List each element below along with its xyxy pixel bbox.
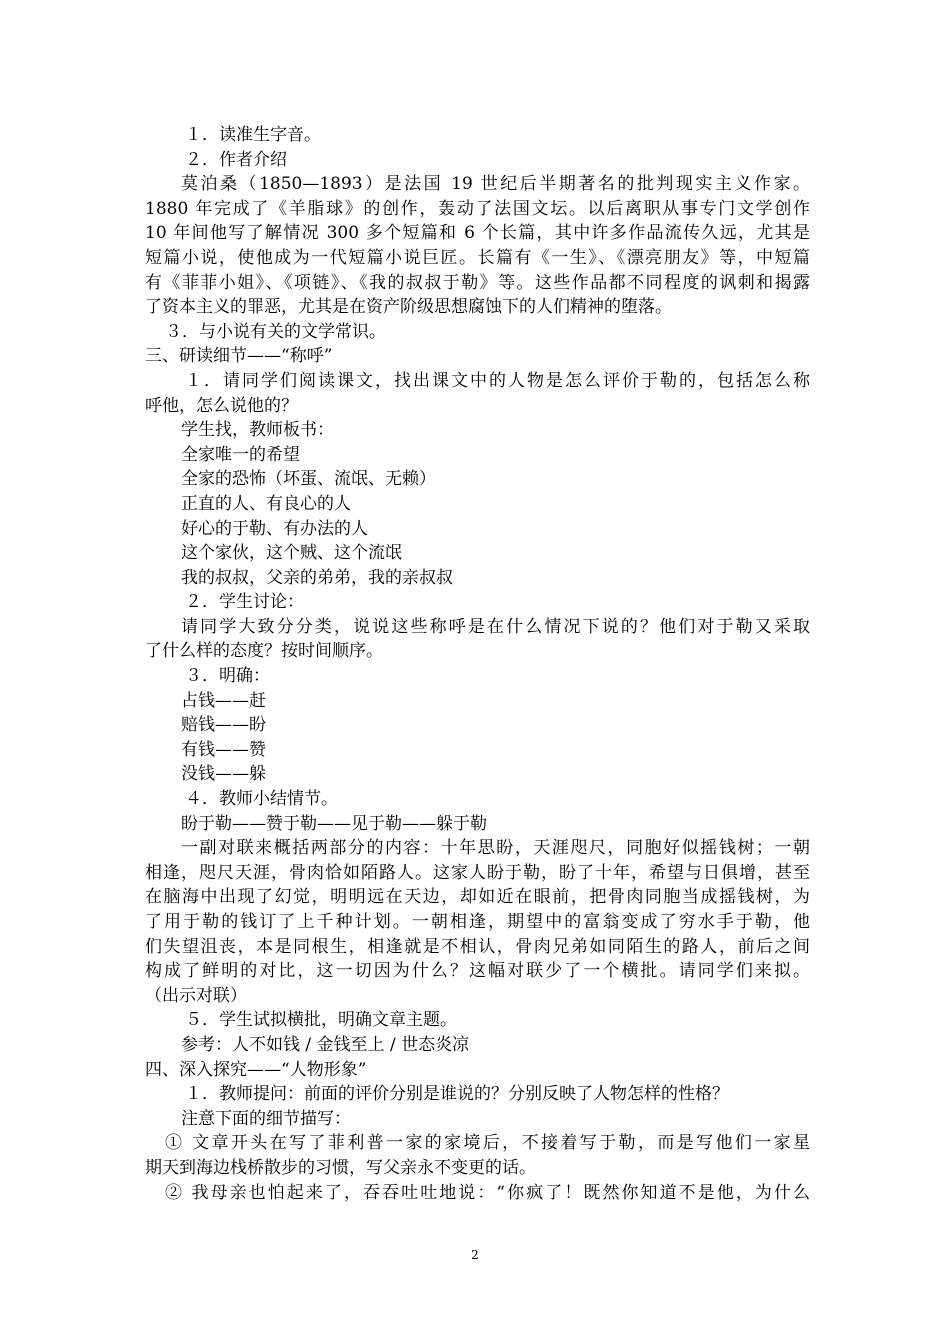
text-line: ３．明确： bbox=[185, 666, 270, 687]
text-line: 盼于勒——赞于勒——见于勒——躲于勒 bbox=[181, 813, 487, 834]
text-line: 10 年间他写了解情况 300 多个短篇和 6 个长篇，其中许多作品流传久远，尤其是 bbox=[145, 223, 810, 244]
text-line: 我的叔叔，父亲的弟弟，我的亲叔叔 bbox=[181, 567, 453, 588]
text-line: 相逢，咫尺天涯，骨肉恰如陌路人。这家人盼于勒，盼了十年，希望与日俱增，甚至 bbox=[145, 862, 810, 883]
text-line: 四、深入探究——“人物形象” bbox=[145, 1059, 367, 1080]
text-line: 莫泊桑（1850—1893）是法国 19 世纪后半期著名的批判现实主义作家。 bbox=[181, 174, 810, 195]
text-line: 构成了鲜明的对比，这一切因为什么？这幅对联少了一个横批。请同学们来拟。 bbox=[145, 961, 810, 982]
text-line: ２．学生讨论： bbox=[185, 592, 304, 613]
document-body bbox=[145, 123, 810, 1205]
text-line: ４．教师小结情节。 bbox=[185, 789, 338, 810]
text-line: 请同学大致分分类，说说这些称呼是在什么情况下说的？他们对于勒又采取 bbox=[181, 616, 810, 637]
text-line: ３．与小说有关的文学常识。 bbox=[165, 321, 386, 342]
text-line: 一副对联来概括两部分的内容：十年思盼，天涯咫尺，同胞好似摇钱树；一朝 bbox=[181, 838, 810, 859]
text-line: 了用于勒的钱订了上千种计划。一朝相逢，期望中的富翁变成了穷水手于勒，他 bbox=[145, 912, 810, 932]
text-line: １．教师提问：前面的评价分别是谁说的？分别反映了人物怎样的性格？ bbox=[185, 1084, 729, 1105]
text-line: 学生找，教师板书： bbox=[181, 420, 334, 441]
text-line: 短篇小说，使他成为一代短篇小说巨匠。长篇有《一生》、《漂亮朋友》等，中短篇 bbox=[145, 247, 810, 268]
text-line: 们失望沮丧，本是同根生，相逢就是不相认，骨肉兄弟如同陌生的路人，前后之间 bbox=[145, 936, 810, 957]
text-line: 没钱——躲 bbox=[181, 764, 266, 785]
text-line: 期天到海边栈桥散步的习惯，写父亲永不变更的话。 bbox=[145, 1157, 536, 1178]
text-line: 占钱——赶 bbox=[181, 690, 266, 711]
text-line: 赔钱——盼 bbox=[181, 715, 266, 736]
text-line: ５．学生试拟横批，明确文章主题。 bbox=[185, 1010, 457, 1031]
text-line: 好心的于勒、有办法的人 bbox=[181, 518, 368, 539]
text-line: 呼他，怎么说他的？ bbox=[145, 395, 298, 416]
text-line: 正直的人、有良心的人 bbox=[181, 493, 351, 514]
text-line: 1880 年完成了《羊脂球》的创作，轰动了法国文坛。以后离职从事专门文学创作 bbox=[145, 198, 810, 219]
text-line: 全家的恐怖（坏蛋、流氓、无赖） bbox=[181, 469, 436, 490]
text-line: ２．作者介绍 bbox=[185, 149, 287, 170]
text-line: ② 我母亲也怕起来了，吞吞吐吐地说：“你疯了！既然你知道不是他，为什么 bbox=[165, 1182, 810, 1203]
text-line: ① 文章开头在写了菲利普一家的家境后，不接着写于勒，而是写他们一家星 bbox=[165, 1133, 810, 1154]
text-line: 参考：人不如钱 / 金钱至上 / 世态炎凉 bbox=[181, 1034, 470, 1055]
text-line: 这个家伙，这个贼、这个流氓 bbox=[181, 543, 402, 564]
text-line: 全家唯一的希望 bbox=[181, 444, 300, 465]
text-line: １．请同学们阅读课文，找出课文中的人物是怎么评价于勒的，包括怎么称 bbox=[185, 370, 810, 391]
text-line: 三、研读细节——“称呼” bbox=[145, 346, 333, 367]
text-line: 了什么样的态度？按时间顺序。 bbox=[145, 641, 383, 662]
text-line: 有钱——赞 bbox=[181, 739, 266, 760]
text-line: １．读准生字音。 bbox=[185, 125, 321, 145]
text-line: 在脑海中出现了幻觉，明明远在天边，却如近在眼前，把骨肉同胞当成摇钱树，为 bbox=[145, 887, 810, 908]
text-line: 有《菲菲小姐》、《项链》、《我的叔叔于勒》等。这些作品都不同程度的讽刺和揭露 bbox=[145, 272, 810, 293]
text-line: 注意下面的细节描写： bbox=[181, 1108, 351, 1129]
page-number: 2 bbox=[471, 1248, 479, 1262]
text-line: （出示对联） bbox=[145, 985, 247, 1006]
text-line: 了资本主义的罪恶，尤其是在资产阶级思想腐蚀下的人们精神的堕落。 bbox=[145, 297, 672, 318]
